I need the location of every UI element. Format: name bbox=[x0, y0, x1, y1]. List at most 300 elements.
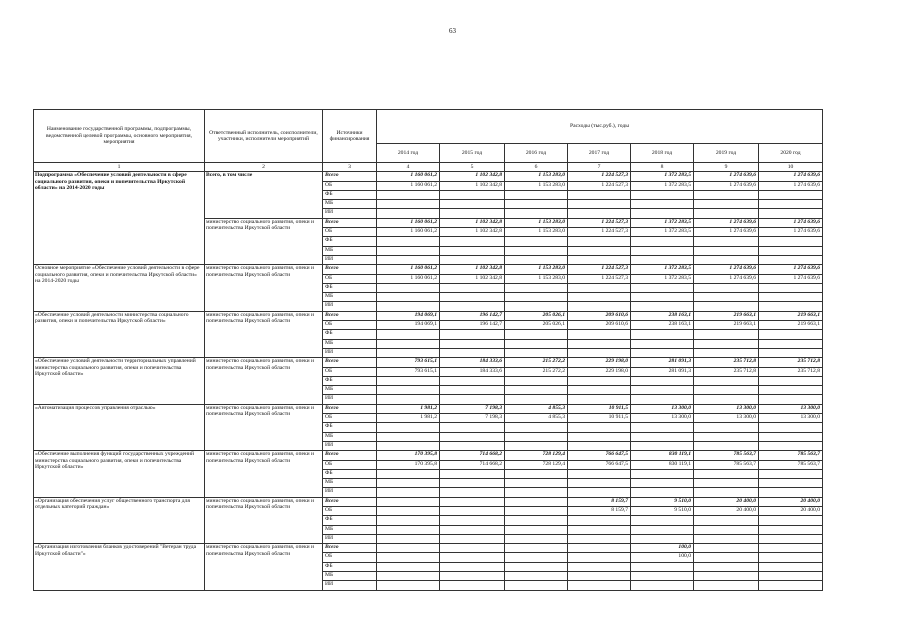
funding-source-cell: ИИ bbox=[323, 395, 377, 404]
expense-value-cell: 281 091,3 bbox=[631, 358, 694, 367]
expense-value-cell bbox=[759, 283, 823, 292]
expense-value-cell bbox=[759, 488, 823, 497]
expense-value-cell: 4 855,3 bbox=[505, 414, 568, 423]
expense-value-cell bbox=[568, 302, 631, 311]
expense-value-cell bbox=[505, 395, 568, 404]
expense-value-cell bbox=[694, 348, 759, 357]
expense-value-cell: 219 663,1 bbox=[759, 321, 823, 330]
expense-value-cell bbox=[631, 395, 694, 404]
expense-value-cell bbox=[631, 200, 694, 209]
funding-source-cell: МБ bbox=[323, 572, 377, 581]
table-body bbox=[34, 172, 823, 590]
expense-value-cell: 215 272,2 bbox=[505, 367, 568, 376]
expense-value-cell bbox=[759, 581, 823, 590]
expense-value-cell bbox=[505, 283, 568, 292]
expense-value-cell: 1 102 342,8 bbox=[440, 265, 505, 274]
column-number: 8 bbox=[631, 163, 694, 172]
expense-value-cell: 766 647,5 bbox=[568, 460, 631, 469]
expense-value-cell bbox=[694, 237, 759, 246]
expense-value-cell bbox=[631, 525, 694, 534]
expense-value-cell: 13 300,0 bbox=[694, 404, 759, 413]
expense-value-cell bbox=[440, 376, 505, 385]
expense-value-cell: 238 163,1 bbox=[631, 311, 694, 320]
expense-value-cell bbox=[568, 534, 631, 543]
expense-value-cell bbox=[631, 488, 694, 497]
funding-source-cell: ФБ bbox=[323, 283, 377, 292]
expense-value-cell bbox=[440, 386, 505, 395]
expense-value-cell: 209 610,6 bbox=[568, 321, 631, 330]
expense-value-cell: 194 069,1 bbox=[377, 321, 440, 330]
budget-table bbox=[33, 109, 823, 591]
expense-value-cell: 1 160 061,2 bbox=[377, 274, 440, 283]
funding-source-cell: МБ bbox=[323, 293, 377, 302]
funding-source-cell: Всего bbox=[323, 218, 377, 227]
program-name-cell: «Автоматизация процессов управления отраслью» bbox=[34, 404, 205, 450]
expense-value-cell bbox=[631, 348, 694, 357]
expense-value-cell: 215 272,2 bbox=[505, 358, 568, 367]
expense-value-cell bbox=[377, 255, 440, 264]
expense-value-cell bbox=[694, 488, 759, 497]
expense-value-cell bbox=[694, 200, 759, 209]
expense-value-cell bbox=[759, 525, 823, 534]
table-row bbox=[34, 358, 823, 367]
funding-source-cell: МБ bbox=[323, 479, 377, 488]
funding-source-cell: ОБ bbox=[323, 553, 377, 562]
expense-value-cell bbox=[440, 581, 505, 590]
column-number: 9 bbox=[694, 163, 759, 172]
page-number: 63 bbox=[449, 27, 456, 35]
expense-value-cell: 1 274 639,6 bbox=[694, 274, 759, 283]
expense-value-cell: 714 668,2 bbox=[440, 451, 505, 460]
expense-value-cell: 205 026,1 bbox=[505, 321, 568, 330]
expense-value-cell bbox=[440, 423, 505, 432]
expense-value-cell: 1 274 639,6 bbox=[759, 181, 823, 190]
expense-value-cell bbox=[631, 330, 694, 339]
expense-value-cell: 1 224 527,3 bbox=[568, 218, 631, 227]
header-year: 2015 год bbox=[440, 144, 505, 163]
expense-value-cell: 196 142,7 bbox=[440, 321, 505, 330]
expense-value-cell bbox=[631, 376, 694, 385]
program-name-cell: Основное мероприятие «Обеспечение условий деятельности в сфере социального развития, опеки и попечительства Иркутской области» на 2014-2020 годы bbox=[34, 265, 205, 311]
expense-value-cell bbox=[440, 469, 505, 478]
expense-value-cell bbox=[440, 255, 505, 264]
funding-source-cell: Всего bbox=[323, 265, 377, 274]
expense-value-cell bbox=[440, 479, 505, 488]
expense-value-cell bbox=[759, 190, 823, 199]
expense-value-cell bbox=[631, 534, 694, 543]
funding-source-cell: ИИ bbox=[323, 534, 377, 543]
expense-value-cell bbox=[759, 237, 823, 246]
expense-value-cell bbox=[759, 544, 823, 553]
expense-value-cell bbox=[505, 432, 568, 441]
expense-value-cell bbox=[631, 386, 694, 395]
expense-value-cell bbox=[377, 423, 440, 432]
funding-source-cell: ФБ bbox=[323, 376, 377, 385]
expense-value-cell bbox=[505, 246, 568, 255]
expense-value-cell bbox=[505, 516, 568, 525]
expense-value-cell bbox=[377, 283, 440, 292]
expense-value-cell bbox=[568, 339, 631, 348]
header-year: 2020 год bbox=[759, 144, 823, 163]
expense-value-cell bbox=[505, 441, 568, 450]
column-number: 6 bbox=[505, 163, 568, 172]
expense-value-cell bbox=[568, 544, 631, 553]
expense-value-cell bbox=[440, 441, 505, 450]
expense-value-cell bbox=[440, 330, 505, 339]
expense-value-cell: 8 159,7 bbox=[568, 506, 631, 515]
funding-source-cell: Всего bbox=[323, 451, 377, 460]
expense-value-cell bbox=[631, 562, 694, 571]
expense-value-cell: 184 333,6 bbox=[440, 358, 505, 367]
expense-value-cell bbox=[759, 432, 823, 441]
expense-value-cell: 1 274 639,6 bbox=[694, 218, 759, 227]
expense-value-cell: 1 274 639,6 bbox=[694, 228, 759, 237]
funding-source-cell: ФБ bbox=[323, 516, 377, 525]
expense-value-cell bbox=[377, 525, 440, 534]
funding-source-cell: ОБ bbox=[323, 228, 377, 237]
funding-source-cell: МБ bbox=[323, 386, 377, 395]
expense-value-cell bbox=[568, 432, 631, 441]
expense-value-cell: 20 400,0 bbox=[759, 506, 823, 515]
expense-value-cell bbox=[440, 432, 505, 441]
column-number: 10 bbox=[759, 163, 823, 172]
expense-value-cell: 1 102 342,8 bbox=[440, 181, 505, 190]
expense-value-cell bbox=[694, 423, 759, 432]
expense-value-cell bbox=[631, 516, 694, 525]
funding-source-cell: Всего bbox=[323, 172, 377, 181]
expense-value-cell: 1 102 342,8 bbox=[440, 172, 505, 181]
expense-value-cell bbox=[759, 200, 823, 209]
expense-value-cell bbox=[694, 246, 759, 255]
expense-value-cell bbox=[694, 339, 759, 348]
expense-value-cell bbox=[440, 562, 505, 571]
expense-value-cell bbox=[759, 302, 823, 311]
expense-value-cell bbox=[631, 423, 694, 432]
expense-value-cell bbox=[631, 441, 694, 450]
expense-value-cell: 1 153 283,0 bbox=[505, 181, 568, 190]
expense-value-cell bbox=[440, 572, 505, 581]
expense-value-cell bbox=[568, 469, 631, 478]
expense-value-cell bbox=[631, 572, 694, 581]
expense-value-cell bbox=[568, 395, 631, 404]
header-year: 2016 год bbox=[505, 144, 568, 163]
expense-value-cell: 1 160 061,2 bbox=[377, 181, 440, 190]
expense-value-cell bbox=[694, 562, 759, 571]
expense-value-cell bbox=[568, 525, 631, 534]
column-number: 3 bbox=[323, 163, 377, 172]
expense-value-cell bbox=[440, 190, 505, 199]
expense-value-cell: 1 153 283,0 bbox=[505, 218, 568, 227]
expense-value-cell bbox=[377, 581, 440, 590]
table-row bbox=[34, 497, 823, 506]
expense-value-cell: 1 274 639,6 bbox=[759, 172, 823, 181]
executor-cell: министерство социального развития, опеки и попечительства Иркутской области bbox=[205, 218, 323, 264]
expense-value-cell bbox=[568, 572, 631, 581]
funding-source-cell: ИИ bbox=[323, 581, 377, 590]
expense-value-cell bbox=[505, 423, 568, 432]
expense-value-cell bbox=[568, 209, 631, 218]
header-executor: Ответственный исполнитель, соисполнители, участники, исполнители мероприятий bbox=[205, 110, 323, 163]
expense-value-cell: 20 400,0 bbox=[694, 506, 759, 515]
expense-value-cell: 20 400,0 bbox=[759, 497, 823, 506]
expense-value-cell: 830 119,1 bbox=[631, 460, 694, 469]
expense-value-cell bbox=[568, 562, 631, 571]
expense-value-cell: 229 198,0 bbox=[568, 358, 631, 367]
expense-value-cell bbox=[505, 572, 568, 581]
expense-value-cell bbox=[377, 506, 440, 515]
executor-cell: Всего, в том числе bbox=[205, 172, 323, 218]
expense-value-cell bbox=[377, 339, 440, 348]
expense-value-cell bbox=[694, 553, 759, 562]
expense-value-cell: 1 153 283,0 bbox=[505, 172, 568, 181]
expense-value-cell bbox=[568, 200, 631, 209]
expense-value-cell: 830 119,1 bbox=[631, 451, 694, 460]
expense-value-cell bbox=[694, 255, 759, 264]
expense-value-cell bbox=[568, 330, 631, 339]
expense-value-cell bbox=[505, 386, 568, 395]
expense-value-cell bbox=[631, 302, 694, 311]
executor-cell: министерство социального развития, опеки и попечительства Иркутской области bbox=[205, 544, 323, 590]
expense-value-cell bbox=[694, 376, 759, 385]
expense-value-cell bbox=[505, 469, 568, 478]
expense-value-cell bbox=[377, 302, 440, 311]
table-row bbox=[34, 404, 823, 413]
expense-value-cell bbox=[505, 562, 568, 571]
expense-value-cell bbox=[694, 293, 759, 302]
expense-value-cell bbox=[377, 534, 440, 543]
expense-value-cell: 793 615,1 bbox=[377, 358, 440, 367]
expense-value-cell bbox=[759, 386, 823, 395]
expense-value-cell: 13 300,0 bbox=[694, 414, 759, 423]
expense-value-cell bbox=[440, 525, 505, 534]
expense-value-cell bbox=[505, 293, 568, 302]
program-name-cell: «Обеспечение условий деятельности министерства социального развития, опеки и попечительства Иркутской области» bbox=[34, 311, 205, 357]
expense-value-cell bbox=[694, 302, 759, 311]
header-name: Наименование государственной программы, подпрограммы, ведомственной целевой программы, основного мероприятия, мероприятия bbox=[34, 110, 205, 163]
expense-value-cell bbox=[440, 534, 505, 543]
expense-value-cell bbox=[694, 544, 759, 553]
funding-source-cell: Всего bbox=[323, 358, 377, 367]
expense-value-cell: 4 855,3 bbox=[505, 404, 568, 413]
expense-value-cell: 1 274 639,6 bbox=[759, 218, 823, 227]
expense-value-cell bbox=[377, 553, 440, 562]
column-number: 5 bbox=[440, 163, 505, 172]
expense-value-cell bbox=[505, 553, 568, 562]
expense-value-cell bbox=[505, 209, 568, 218]
expense-value-cell: 714 668,2 bbox=[440, 460, 505, 469]
header-source: Источники финансирования bbox=[323, 110, 377, 163]
funding-source-cell: ОБ bbox=[323, 414, 377, 423]
expense-value-cell: 13 300,0 bbox=[759, 404, 823, 413]
expense-value-cell bbox=[505, 200, 568, 209]
expense-value-cell bbox=[440, 200, 505, 209]
expense-value-cell: 20 400,0 bbox=[694, 497, 759, 506]
executor-cell: министерство социального развития, опеки и попечительства Иркутской области bbox=[205, 358, 323, 404]
table-row bbox=[34, 544, 823, 553]
expense-value-cell: 13 300,0 bbox=[631, 414, 694, 423]
expense-value-cell bbox=[505, 376, 568, 385]
expense-value-cell bbox=[568, 293, 631, 302]
program-name-cell: «Организация изготовления бланков удостоверений "Ветеран труда Иркутской области"» bbox=[34, 544, 205, 590]
expense-value-cell bbox=[505, 255, 568, 264]
expense-value-cell bbox=[505, 330, 568, 339]
header-year: 2014 год bbox=[377, 144, 440, 163]
header-year: 2017 год bbox=[568, 144, 631, 163]
expense-value-cell: 184 333,6 bbox=[440, 367, 505, 376]
expense-value-cell bbox=[440, 302, 505, 311]
expense-value-cell: 9 510,0 bbox=[631, 497, 694, 506]
program-name-cell: «Обеспечение условий деятельности территориальных управлений министерства социального развития, опеки и попечительства Иркутской области» bbox=[34, 358, 205, 404]
expense-value-cell bbox=[377, 386, 440, 395]
executor-cell: министерство социального развития, опеки и попечительства Иркутской области bbox=[205, 497, 323, 543]
expense-value-cell: 235 712,8 bbox=[694, 367, 759, 376]
expense-value-cell: 1 372 283,5 bbox=[631, 181, 694, 190]
expense-value-cell bbox=[694, 479, 759, 488]
expense-value-cell: 100,0 bbox=[631, 544, 694, 553]
expense-value-cell bbox=[694, 581, 759, 590]
expense-value-cell bbox=[377, 246, 440, 255]
expense-value-cell bbox=[568, 516, 631, 525]
expense-value-cell bbox=[377, 488, 440, 497]
expense-value-cell bbox=[568, 553, 631, 562]
expense-value-cell: 785 563,7 bbox=[694, 460, 759, 469]
expense-value-cell bbox=[377, 562, 440, 571]
expense-value-cell bbox=[505, 479, 568, 488]
expense-value-cell bbox=[759, 534, 823, 543]
expense-value-cell bbox=[694, 432, 759, 441]
expense-value-cell bbox=[505, 348, 568, 357]
expense-value-cell bbox=[694, 283, 759, 292]
funding-source-cell: ОБ bbox=[323, 321, 377, 330]
table-row bbox=[34, 451, 823, 460]
funding-source-cell: ОБ bbox=[323, 460, 377, 469]
expense-value-cell bbox=[440, 293, 505, 302]
expense-value-cell bbox=[568, 237, 631, 246]
funding-source-cell: МБ bbox=[323, 432, 377, 441]
expense-value-cell: 10 911,5 bbox=[568, 414, 631, 423]
expense-value-cell bbox=[759, 209, 823, 218]
funding-source-cell: ОБ bbox=[323, 367, 377, 376]
expense-value-cell bbox=[440, 395, 505, 404]
funding-source-cell: Всего bbox=[323, 311, 377, 320]
expense-value-cell bbox=[759, 469, 823, 478]
expense-value-cell bbox=[759, 562, 823, 571]
expense-value-cell bbox=[377, 330, 440, 339]
expense-value-cell bbox=[505, 497, 568, 506]
expense-value-cell bbox=[440, 237, 505, 246]
expense-value-cell: 1 160 061,2 bbox=[377, 218, 440, 227]
expense-value-cell bbox=[440, 506, 505, 515]
expense-value-cell: 1 274 639,6 bbox=[759, 228, 823, 237]
expense-value-cell: 209 610,6 bbox=[568, 311, 631, 320]
expense-value-cell: 10 911,5 bbox=[568, 404, 631, 413]
expense-value-cell: 219 663,1 bbox=[694, 311, 759, 320]
expense-value-cell bbox=[568, 348, 631, 357]
expense-value-cell: 170 395,8 bbox=[377, 460, 440, 469]
expense-value-cell bbox=[440, 348, 505, 357]
executor-cell: министерство социального развития, опеки и попечительства Иркутской области bbox=[205, 311, 323, 357]
expense-value-cell: 1 274 639,6 bbox=[694, 181, 759, 190]
expense-value-cell: 7 198,3 bbox=[440, 404, 505, 413]
expense-value-cell bbox=[694, 441, 759, 450]
expense-value-cell: 1 274 639,6 bbox=[694, 265, 759, 274]
expense-value-cell: 785 563,7 bbox=[759, 460, 823, 469]
expense-value-cell: 1 274 639,6 bbox=[694, 172, 759, 181]
expense-value-cell bbox=[759, 246, 823, 255]
expense-value-cell bbox=[568, 246, 631, 255]
expense-value-cell bbox=[505, 534, 568, 543]
expense-value-cell bbox=[568, 581, 631, 590]
expense-value-cell: 1 372 283,5 bbox=[631, 265, 694, 274]
expense-value-cell: 281 091,3 bbox=[631, 367, 694, 376]
expense-value-cell: 1 224 527,3 bbox=[568, 265, 631, 274]
expense-value-cell bbox=[694, 209, 759, 218]
expense-value-cell: 219 663,1 bbox=[759, 311, 823, 320]
funding-source-cell: ОБ bbox=[323, 274, 377, 283]
expense-value-cell: 219 663,1 bbox=[694, 321, 759, 330]
expense-value-cell bbox=[759, 441, 823, 450]
expense-value-cell bbox=[631, 246, 694, 255]
header-year: 2018 год bbox=[631, 144, 694, 163]
expense-value-cell bbox=[759, 572, 823, 581]
expense-value-cell bbox=[631, 190, 694, 199]
expense-value-cell bbox=[759, 293, 823, 302]
expense-value-cell bbox=[759, 376, 823, 385]
expense-value-cell: 235 712,8 bbox=[694, 358, 759, 367]
expense-value-cell bbox=[631, 255, 694, 264]
expense-value-cell: 235 712,8 bbox=[759, 358, 823, 367]
expense-value-cell bbox=[505, 581, 568, 590]
expense-value-cell bbox=[631, 209, 694, 218]
expense-value-cell bbox=[377, 348, 440, 357]
funding-source-cell: ФБ bbox=[323, 562, 377, 571]
column-number: 2 bbox=[205, 163, 323, 172]
program-name-cell: «Организация обеспечения услуг общественного транспорта для отдельных категорий граждан» bbox=[34, 497, 205, 543]
expense-value-cell bbox=[440, 209, 505, 218]
expense-value-cell bbox=[377, 200, 440, 209]
funding-source-cell: ОБ bbox=[323, 181, 377, 190]
funding-source-cell: ИИ bbox=[323, 302, 377, 311]
expense-value-cell bbox=[440, 544, 505, 553]
table-row bbox=[34, 172, 823, 181]
expense-value-cell: 205 026,1 bbox=[505, 311, 568, 320]
expense-value-cell bbox=[694, 330, 759, 339]
expense-value-cell bbox=[505, 525, 568, 534]
expense-value-cell bbox=[505, 339, 568, 348]
expense-value-cell: 1 102 342,8 bbox=[440, 228, 505, 237]
expense-value-cell: 238 163,1 bbox=[631, 321, 694, 330]
expense-value-cell: 7 198,3 bbox=[440, 414, 505, 423]
expense-value-cell: 13 300,0 bbox=[759, 414, 823, 423]
expense-value-cell bbox=[759, 423, 823, 432]
expense-value-cell bbox=[759, 330, 823, 339]
funding-source-cell: ОБ bbox=[323, 506, 377, 515]
funding-source-cell: МБ bbox=[323, 200, 377, 209]
expense-value-cell bbox=[505, 544, 568, 553]
expense-value-cell: 1 372 283,5 bbox=[631, 218, 694, 227]
expense-value-cell: 793 615,1 bbox=[377, 367, 440, 376]
funding-source-cell: Всего bbox=[323, 497, 377, 506]
expense-value-cell bbox=[759, 255, 823, 264]
funding-source-cell: ИИ bbox=[323, 488, 377, 497]
expense-value-cell: 1 981,2 bbox=[377, 404, 440, 413]
expense-value-cell: 1 160 061,2 bbox=[377, 265, 440, 274]
expense-value-cell: 1 153 283,0 bbox=[505, 274, 568, 283]
expense-value-cell bbox=[377, 479, 440, 488]
expense-value-cell bbox=[377, 572, 440, 581]
expense-value-cell bbox=[568, 479, 631, 488]
expense-value-cell: 1 372 283,5 bbox=[631, 228, 694, 237]
